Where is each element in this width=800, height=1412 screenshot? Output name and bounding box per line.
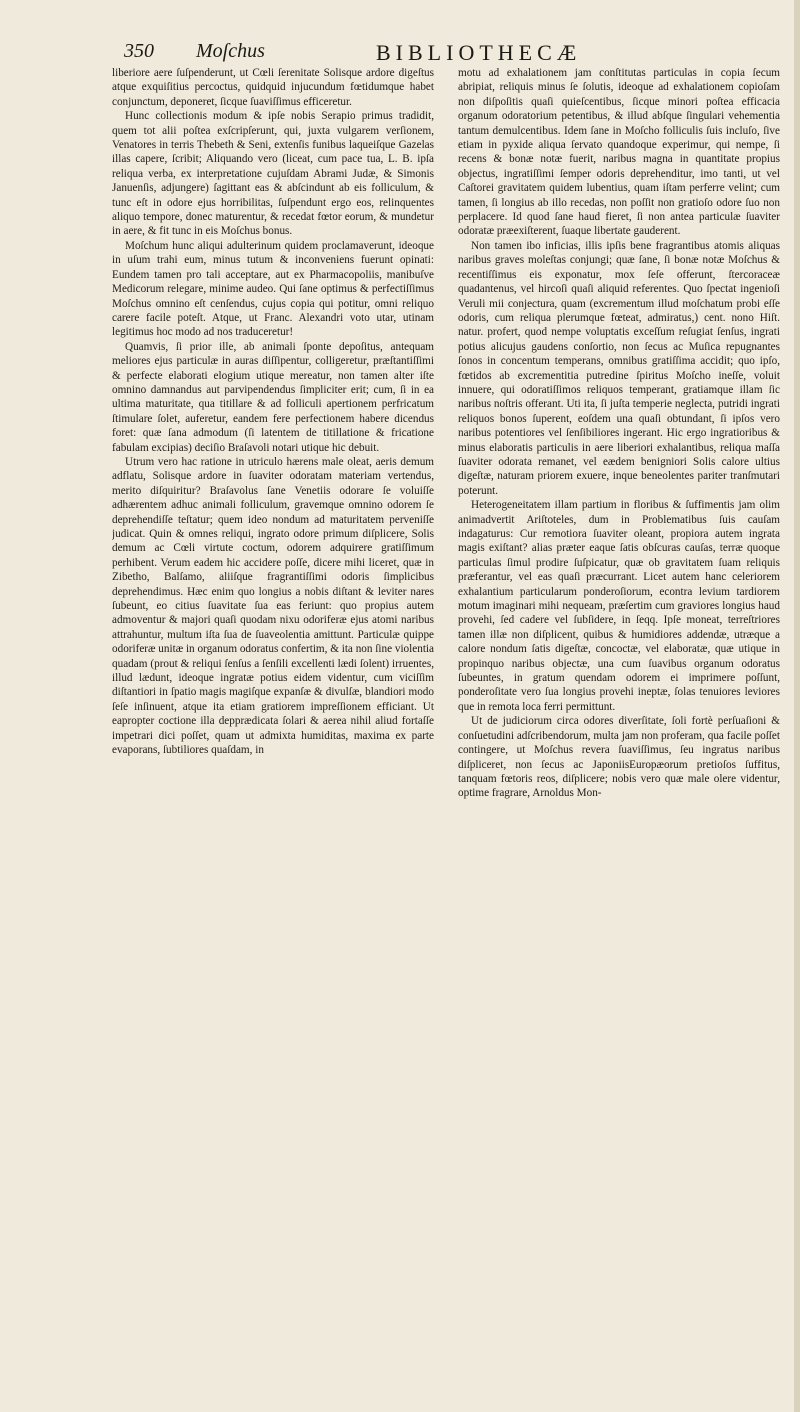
right-paragraph-4: Ut de judiciorum circa odores diverſitate, ſoli fortè perſuaſioni & conſuetudini adſcribendorum, multa jam non proferam, qua facile poſſet contingere, ut Moſchus revera ſuaviſſimus, ſeu ingratus naribus diſpliceret, non ſecus ac JaponiisEuropæorum pretioſos ſuffitus, tanquam fœtoris reos, diſplicere; nobis vero quæ male olere videntur, optime fragrare, Arnoldus Mon-	[458, 715, 780, 800]
page-gutter-edge	[794, 0, 800, 1412]
running-head-author: Moſchus	[196, 40, 265, 62]
left-column	[112, 66, 434, 1366]
left-paragraph-5: Utrum vero hac ratione in utriculo hærens male oleat, aeris demum adflatu, Solisque ardore in ſuaviter odoratam materiam vertendus, merito diſquiritur? Braſavolus ſane Venetiis odorare ſe voluiſſe adhærentem adhuc animali folliculum, gravemque omnino odorem ſe deprehendiſſe teſtatur; quem ideo nondum ad maturitatem perveniſſe judicat. Quin & omnes reliqui, ingrato odore primum diſplicere, Solis demum ac Cœli virtute coctum, odorem adquirere gratiſſimum perhibent. Verum eadem hic accidere poſſe, dicere mihi liceret, quæ in Zibetho, Balſamo, aliiſque fragrantiſſimi odoris ſimplicibus deprehendimus. Hæc enim quo longius a nobis diſtant & leviter nares ſubeunt, eo citius ſuavitate ſua eas feriunt: quo propius autem admoventur & majori quaſi quodam nixu odoriferæ ejus atomi naribus attrahuntur, multum iſta ſua de ſuaveolentia amittunt. Particulæ quippe odoriferæ unitæ in organum odoratus confertim, & ita non ſine violentia quadam (prout & reliqui ſenſus a ſenſili excellenti lædi ſolent) irruentes, illud lædunt, ideoque ingratæ potius eidem videntur, cum viciſſim diſtantiori in ſpatio magis magiſque expanſæ & divulſæ, blandiori modo ſeſe inſinuent, atque ita etiam gratiorem impreſſionem efficiant. Ut eapropter coctione illa depprædicata ſolari & aerea nihil aliud fortaſſe impetrari dici poſſet, quam ut admixta humiditas, maxima ex parte evaporans, ſubtiliores quaſdam, in	[112, 455, 434, 757]
running-head	[124, 40, 778, 64]
page-number: 350	[124, 40, 154, 62]
right-paragraph-3: Heterogeneitatem illam partium in floribus & ſuffimentis jam olim animadvertit Ariſtoteles, dum in Problematibus ſuis cauſam indagaturus: Cur remotiora ſuaviter oleant, propiora autem ingrata magis exiſtant? alias præter eaque ſatis obſcuras cauſas, terræ quoque particulas ſimul prodire ſuſpicatur, quæ ob gravitatem ſuam reliquis præferantur, vel eas quaſi præcurrant. Licet autem hanc celeriorem exhalantium particularum ponderoſiorum, econtra levium tardiorem motum imaginari mihi nequeam, præſertim cum graviores longius haud provehi, ſed cadere vel ſubſidere, in ſeqq. Ipſe moneat, terreſtriores tamen illæ non diſplicent, quibus & humidiores addendæ, utræque a calore nondum ſatis digeſtæ, concoctæ, vel elaboratæ, quæ utique in propinquo naribus objectæ, una cum ſuavibus organum odoratus ſubeuntes, in gratum quendam odorem ei imprimere poſſunt, ponderoſitate vero ſua longius provehi ineptæ, ſolas tenuiores leviores que in remota loca ferri permittunt.	[458, 499, 780, 713]
left-paragraph-3: Moſchum hunc aliqui adulterinum quidem proclamaverunt, ideoque in uſum trahi eum, minus tutum & inconveniens fuerunt opinati: Eundem tamen pro tali acceptare, aut ex Pharmacopoliis, manibuſve Medicorum relegare, minime audeo. Qui ſane optimus & perfectiſſimus Moſchus omnino eſt cenſendus, cujus copia qui potitur, omni reliquo carere facile poteſt. Atque, ut Franc. Alexandri voto utar, utinam legitimus hoc modo ad nos traduceretur!	[112, 239, 434, 339]
running-head-title: BIBLIOTHECÆ	[376, 40, 582, 65]
right-paragraph-2: Non tamen ibo inficias, illis ipſis bene fragrantibus atomis aliquas naribus graves moleſtas conjungi; quæ ſane, ſi bonæ notæ Moſchus & recentiſſimus eis exponatur, mox ſeſe offerunt, ſtercoraceæ quadantenus, vel hircoſi quaſi aliquid referentes. Quo ſpectat ingenioſi Veruli mii conjectura, quam (excrementum illud moſchatum probi eſſe odoris, cum reliqua plerumque fœteat, admiratus,) cent. nono Hiſt. natur. profert, quod nempe voluptatis exceſſum reſugiat ſenſus, ingrati potius alicujus gaudens conſortio, non ſecus ac Muſica repugnantes ſonos in concentum temperans, omnibus gratiſſima accidit; quo ipſo, fœtidos ab excrementitia putredine ſpiritus Moſcho ineſſe, voluit innuere, qui odoratiſſimos reliquos temperant, gratiamque illam ſic naribus noſtris offerant. Uti ita, ſi juſta temperie neglecta, putridi ingrati reliquos bonos ſuperent, eoſdem una quaſi obtundant, ſi ipſos vero naribus potentiores vel ſenſibiliores ingerant. Hic ergo ingratioribus & minus elaboratis particulis in aere liberiori exhalantibus, reliqua maſſa ſuaviter odorata remanet, vel eædem benigniori Solis calore ultius digeſtæ, naturam priorem exuere, inque beneolentes pariter tranſmutari poterunt.	[458, 239, 780, 497]
left-paragraph-1: liberiore aere ſuſpenderunt, ut Cœli ſerenitate Solisque ardore digeſtus atque exquiſitius percoctus, quidquid injucundum fœtidumque habet conjunctum, deponeret, ſicque ſuaviſſimus efficeretur.	[112, 67, 434, 108]
text-columns	[112, 66, 786, 1366]
left-paragraph-4: Quamvis, ſi prior ille, ab animali ſponte depoſitus, antequam meliores ejus particulæ in auras diſſipentur, colligeretur, præſtantiſſimi & perfecte elaborati elogium utique mereatur, non tamen alter iſte omnino damnandus aut parvipendendus ſimpliciter erit; cum, ſi in ea ultima maturitate, qua titillare & ad folliculi apertionem perfricatum ſtimulare ſolet, auferetur, eandem fere perfectionem habere dicendus foret: quæ ſana admodum (ſi latentem de titillatione & fricatione fabulam excipias) deciſio Braſavoli notari utique hic debuit.	[112, 340, 434, 454]
right-paragraph-1: motu ad exhalationem jam conſtitutas particulas in copia ſecum abripiat, reliquis minus ſe ſolutis, ideoque ad exhalationem copioſam non diſpoſitis quaſi quieſcentibus, ſicque minori poſtea efficacia organum odoratorium petentibus, & illud abſque ſingulari vehementia tantum demulcentibus. Idem ſane in Moſcho folliculis ſuis incluſo, ſive etiam in pyxide aliqua ſervato quandoque experimur, qui nempe, ſi recens & bonæ notæ fuerit, naribus magna in quantitate propius objectus, ingratiſſimi ſemper odoris deprehenditur, imo tanti, ut vel Caſtorei gravitatem quidem lubentius, quam iſtam perferre velint; cum tamen, ſi longius ab illo recedas, non poſſit non gratioſo odore ſuo non perplacere. Id quod ſane haud fieret, ſi non antea particulæ ſuaviter odoratæ præexiſterent, ſuaque libertate gauderent.	[458, 67, 780, 238]
right-column	[458, 66, 780, 1366]
left-paragraph-2: Hunc collectionis modum & ipſe nobis Serapio primus tradidit, quem tot alii poſtea exſcripſerunt, qui, juxta vulgarem verſionem, Venatores in terris Thebeth & Seni, extenſis funibus laqueiſque Gazelas illas capere, ſcribit; Aliquando vero (liceat, cum pace tua, L. B. ipſa reliqua verba, ex interpretatione cujuſdam Abrami Judæ, & Simonis Januenſis, adjungere) ſagittant eas & abſcindunt ab eis folliculum, & tunc eſt in odore ejus horribilitas, ſuſpendunt ergo eos, relinquentes aliquo tempore, donec maturentur, & recedat fœtor eorum, & mundetur in aere, & fit tunc in eis Moſchus bonus.	[112, 110, 434, 238]
